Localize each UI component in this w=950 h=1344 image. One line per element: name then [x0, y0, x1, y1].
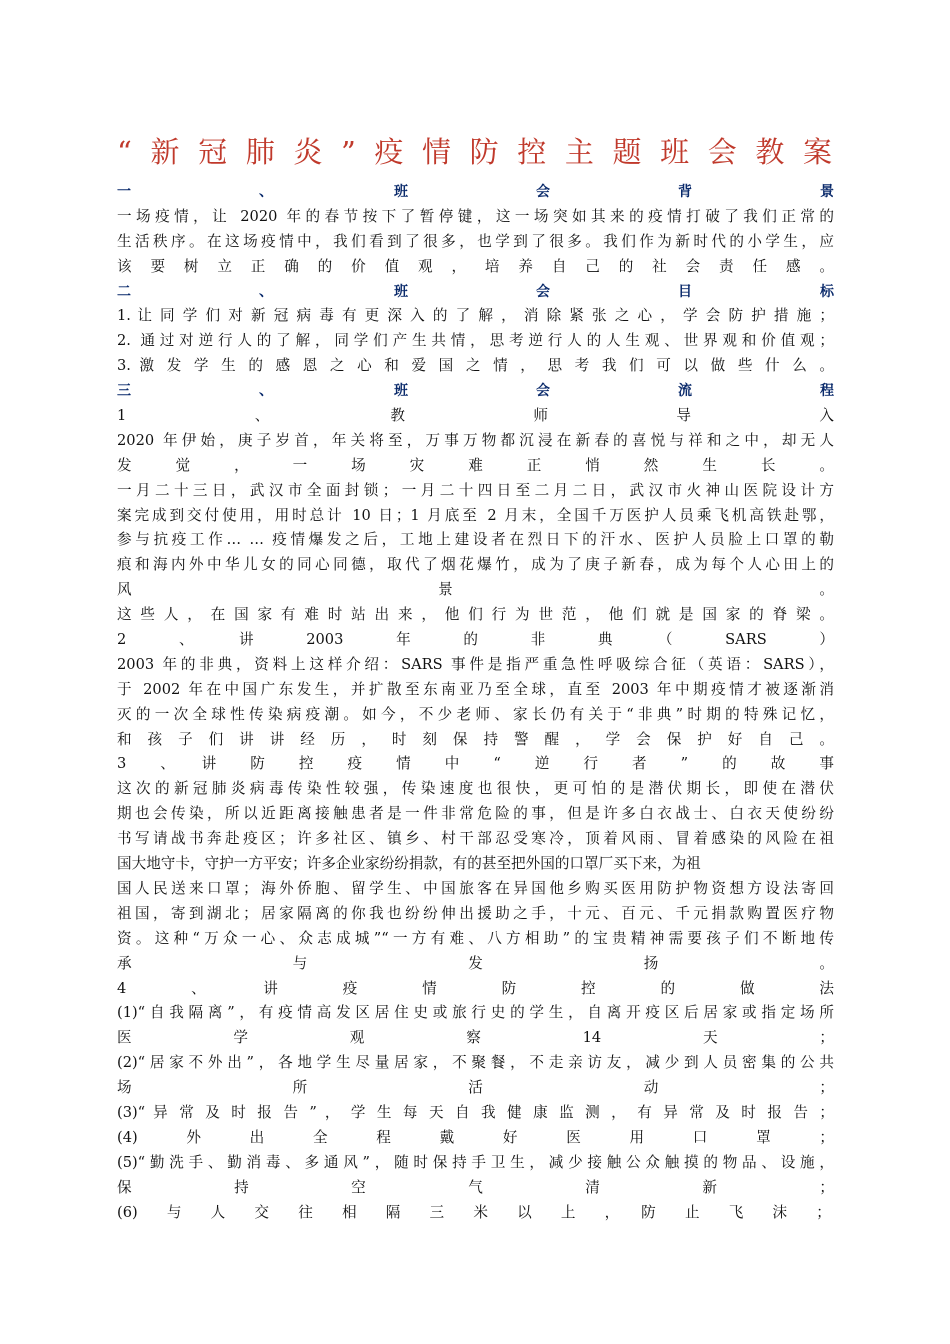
body-text-line: 祖国，寄到湖北；居家隔离的你我也纷纷伸出援助之手，十元、百元、千元捐款购置医疗物	[117, 904, 834, 922]
body-text-line: 参与抗疫工作… … 疫情爆发之后，工地上建设者在烈日下的汗水、医护人员脸上口罩的勒	[117, 531, 834, 549]
body-text-line: 资。这种“万众一心、众志成城”“一方有难、八方相助”的宝贵精神需要孩子们不断地传	[117, 929, 834, 947]
body-text-line: 一月二十三日，武汉市全面封锁；一月二十四日至二月二日，武汉市火神山医院设计方	[117, 481, 834, 499]
body-text-line: 1. 让 同 学 们 对 新 冠 病 毒 有 更 深 入 的 了 解 ， 消 除 紧 张 之 心 ， 学 会 防 护 措 施 ；	[117, 307, 834, 325]
lesson-plan-document	[117, 128, 834, 1225]
body-text-line: 这次的新冠肺炎病毒传染性较强，传染速度也很快，更可怕的是潜伏期长，即使在潜伏	[117, 780, 834, 798]
body-text-line: 国人民送来口罩；海外侨胞、留学生、中国旅客在异国他乡购买医用防护物资想方设法寄回	[117, 879, 834, 897]
body-text-line: 痕和海内外中华儿女的同心同德，取代了烟花爆竹，成为了庚子新春，成为每个人心田上的	[117, 556, 834, 574]
section-heading: 三 、 班 会 流 程	[117, 383, 834, 400]
body-text-line: 国大地守卡，守护一方平安；许多企业家纷纷捐款，有的甚至把外国的口罩厂买下来，为祖	[117, 855, 701, 873]
section-heading: 一 、 班 会 背 景	[117, 184, 834, 200]
body-text-line: 该 要 树 立 正 确 的 价 值 观 ， 培 养 自 己 的 社 会 责 任 感 。	[117, 257, 834, 275]
body-text-line: 2003 年的非典，资料上这样介绍：SARS 事件是指严重急性呼吸综合征（英语：SARS），	[117, 655, 834, 673]
body-text-line: 一场疫情，让 2020 年的春节按下了暂停键，这一场突如其来的疫情打破了我们正常的	[117, 207, 834, 225]
body-text-line: 1 、 教 师 导 入	[117, 407, 834, 425]
body-text-line: 医 学 观 察 14 天 ；	[117, 1029, 834, 1047]
document-body	[117, 180, 834, 1225]
body-text-line: 2. 通过对逆行人的了解，同学们产生共情，思考逆行人的人生观、世界观和价值观；	[117, 332, 834, 350]
body-text-line: 4 、 讲 疫 情 防 控 的 做 法	[117, 979, 834, 997]
body-text-line: (4) 外 出 全 程 戴 好 医 用 口 罩 ；	[117, 1128, 834, 1146]
body-text-line: 灭的一次全球性传染病疫潮。如今，不少老师、家长仍有关于“非典”时期的特殊记忆，	[117, 705, 834, 723]
body-text-line: (2)“居家不外出”，各地学生尽量居家，不聚餐，不走亲访友，减少到人员密集的公共	[117, 1054, 834, 1072]
body-text-line: 生活秩序。在这场疫情中，我们看到了很多，也学到了很多。我们作为新时代的小学生，应	[117, 232, 834, 250]
body-text-line: (3)“ 异 常 及 时 报 告 ” ， 学 生 每 天 自 我 健 康 监 测 ， 有 异 常 及 时 报 告 ；	[117, 1103, 834, 1121]
body-text-line: 案完成到交付使用，用时总计 10 日；1 月底至 2 月末，全国千万医护人员乘飞机高铁赴鄂，	[117, 506, 834, 524]
section-heading: 二 、 班 会 目 标	[117, 283, 834, 300]
body-text-line: 和 孩 子 们 讲 讲 经 历 ， 时 刻 保 持 警 醒 ， 学 会 保 护 好 自 己 。	[117, 730, 834, 748]
body-text-line: 3 、 讲 防 控 疫 情 中 “ 逆 行 者 ” 的 故 事	[117, 755, 834, 773]
body-text-line: 2 、 讲 2003 年 的 非 典 （ SARS ）	[117, 631, 834, 649]
body-text-line: 书写请战书奔赴疫区；许多社区、镇乡、村干部忍受寒冷，顶着风雨、冒着感染的风险在祖	[117, 830, 834, 848]
body-text-line: 发 觉 ， 一 场 灾 难 正 悄 然 生 长 。	[117, 456, 834, 474]
body-text-line: 期也会传染，所以近距离接触患者是一件非常危险的事，但是许多白衣战士、白衣天使纷纷	[117, 805, 834, 823]
body-text-line: 这 些 人 ， 在 国 家 有 难 时 站 出 来 ， 他 们 行 为 世 范 ， 他 们 就 是 国 家 的 脊 梁 。	[117, 606, 834, 624]
body-text-line: 承 与 发 扬 。	[117, 954, 834, 972]
body-text-line: (1)“自我隔离”，有疫情高发区居住史或旅行史的学生，自离开疫区后居家或指定场所	[117, 1004, 834, 1022]
document-title: “新冠肺炎”疫情防控主题班会教案	[117, 135, 834, 169]
body-text-line: (5)“勤洗手、勤消毒、多通风”，随时保持手卫生，减少接触公众触摸的物品、设施，	[117, 1153, 834, 1171]
body-text-line: 保 持 空 气 清 新 ；	[117, 1178, 834, 1196]
body-text-line: 场 所 活 动 ；	[117, 1079, 834, 1097]
body-text-line: 于 2002 年在中国广东发生，并扩散至东南亚乃至全球，直至 2003 年中期疫情才被逐渐消	[117, 680, 834, 698]
body-text-line: 风 景 。	[117, 581, 834, 599]
body-text-line: 3. 激 发 学 生 的 感 恩 之 心 和 爱 国 之 情 ， 思 考 我 们 可 以 做 些 什 么 。	[117, 357, 834, 375]
body-text-line: (6) 与 人 交 往 相 隔 三 米 以 上 ， 防 止 飞 沫 ；	[117, 1203, 831, 1221]
body-text-line: 2020 年伊始，庚子岁首，年关将至，万事万物都沉浸在新春的喜悦与祥和之中，却无人	[117, 431, 834, 449]
